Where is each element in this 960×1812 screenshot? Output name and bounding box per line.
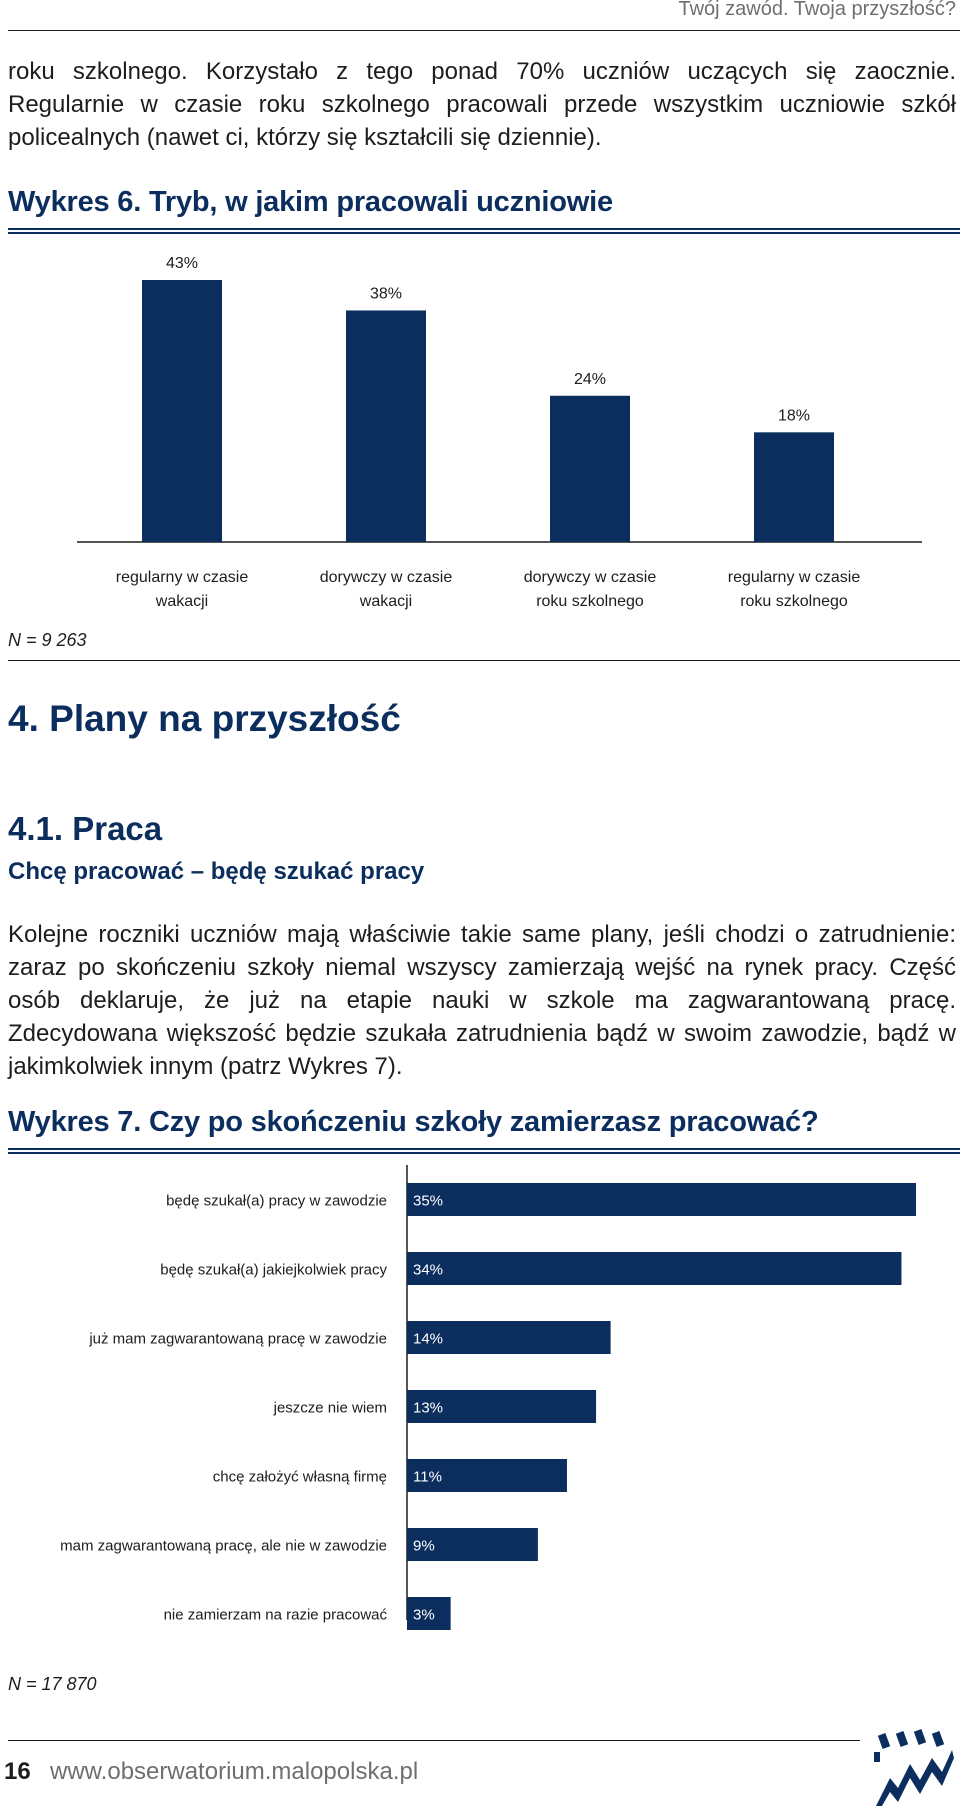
chart7-bar xyxy=(407,1183,916,1216)
chart6-title: Wykres 6. Tryb, w jakim pracowali uczniowie xyxy=(8,186,613,218)
chart7-data-label: 14% xyxy=(413,1330,444,1348)
chart6-category-label: wakacji xyxy=(155,593,209,610)
page-number: 16 xyxy=(4,1758,31,1785)
running-header: Twój zawód. Twoja przyszłość? xyxy=(678,0,956,20)
chart6-category-label: roku szkolnego xyxy=(740,593,848,610)
chart7-category-label: jeszcze nie wiem xyxy=(273,1399,387,1417)
chart6-data-label: 38% xyxy=(369,285,403,303)
chart6-category-label: regularny w czasie xyxy=(115,569,249,586)
footer-divider xyxy=(8,1740,860,1741)
chart7-data-label: 9% xyxy=(413,1537,435,1555)
section-heading-plans: 4. Plany na przyszłość xyxy=(8,698,401,739)
chart7-title: Wykres 7. Czy po skończeniu szkoły zamierzasz pracować? xyxy=(8,1106,819,1138)
section-paragraph: Kolejne roczniki uczniów mają właściwie takie same plany, jeśli chodzi o zatrudnienie: zaraz po skończeniu szkoły niemal wszyscy zamierzają wejść na rynek pracy. Część osób deklaruje, że już na etapie nauki w szkole ma zagwarantowaną pracę. Zdecydowana większość będzie szukała zatrudnienia bądź w swoim zawodzie, bądź w jakimkolwiek innym (patrz Wykres 7). xyxy=(8,921,956,1080)
chart7-data-label: 3% xyxy=(413,1606,435,1624)
chart6-bottom-rule xyxy=(8,660,960,661)
chart7-data-label: 34% xyxy=(413,1261,444,1279)
chart7-category-label: będę szukał(a) pracy w zawodzie xyxy=(166,1192,387,1210)
chart6-category-label: regularny w czasie xyxy=(727,569,861,586)
chart7-data-label: 35% xyxy=(413,1192,444,1210)
chart6-bar xyxy=(142,280,222,542)
chart7-category-label: mam zagwarantowaną pracę, ale nie w zawodzie xyxy=(60,1537,387,1555)
chart6-category-label: wakacji xyxy=(359,593,413,610)
chart6-bar xyxy=(754,432,834,542)
chart7-category-label: chcę założyć własną firmę xyxy=(212,1468,387,1486)
chart6-plot xyxy=(0,240,960,620)
observatory-logo-icon xyxy=(872,1728,956,1808)
intro-paragraph: roku szkolnego. Korzystało z tego ponad 70% uczniów uczących się zaocznie. Regularnie w czasie roku szkolnego pracowali przede wszystkim uczniowie szkół policealnych (nawet ci, którzy się kształcili się dziennie). xyxy=(8,58,956,151)
header-divider xyxy=(8,30,960,31)
section-heading-work: 4.1. Praca xyxy=(8,810,163,847)
chart6-category-label: dorywczy w czasie xyxy=(523,569,657,586)
chart6-data-label: 43% xyxy=(165,255,199,272)
chart7-category-label: będę szukał(a) jakiejkolwiek pracy xyxy=(160,1261,387,1279)
chart6-title-rule xyxy=(8,228,960,234)
chart7-category-label: nie zamierzam na razie pracować xyxy=(163,1606,387,1624)
chart6-data-label: 18% xyxy=(777,407,811,425)
chart6-bar xyxy=(346,310,426,542)
chart6-category-label: dorywczy w czasie xyxy=(319,569,453,586)
chart7-bar xyxy=(407,1252,901,1285)
chart7-category-label: już mam zagwarantowaną pracę w zawodzie xyxy=(89,1330,387,1348)
chart7-n-label: N = 17 870 xyxy=(8,1674,97,1694)
chart7-data-label: 11% xyxy=(413,1468,442,1486)
chart7-title-rule xyxy=(8,1148,960,1154)
chart7-data-label: 13% xyxy=(413,1399,444,1417)
chart6-data-label: 24% xyxy=(573,370,607,388)
chart6-bar xyxy=(550,396,630,542)
chart6-n-label: N = 9 263 xyxy=(8,630,87,650)
chart6-category-label: roku szkolnego xyxy=(536,593,644,610)
subsection-heading: Chcę pracować – będę szukać pracy xyxy=(8,858,425,885)
footer-url-link[interactable]: www.obserwatorium.malopolska.pl xyxy=(50,1758,419,1785)
chart7-plot xyxy=(0,1160,960,1630)
